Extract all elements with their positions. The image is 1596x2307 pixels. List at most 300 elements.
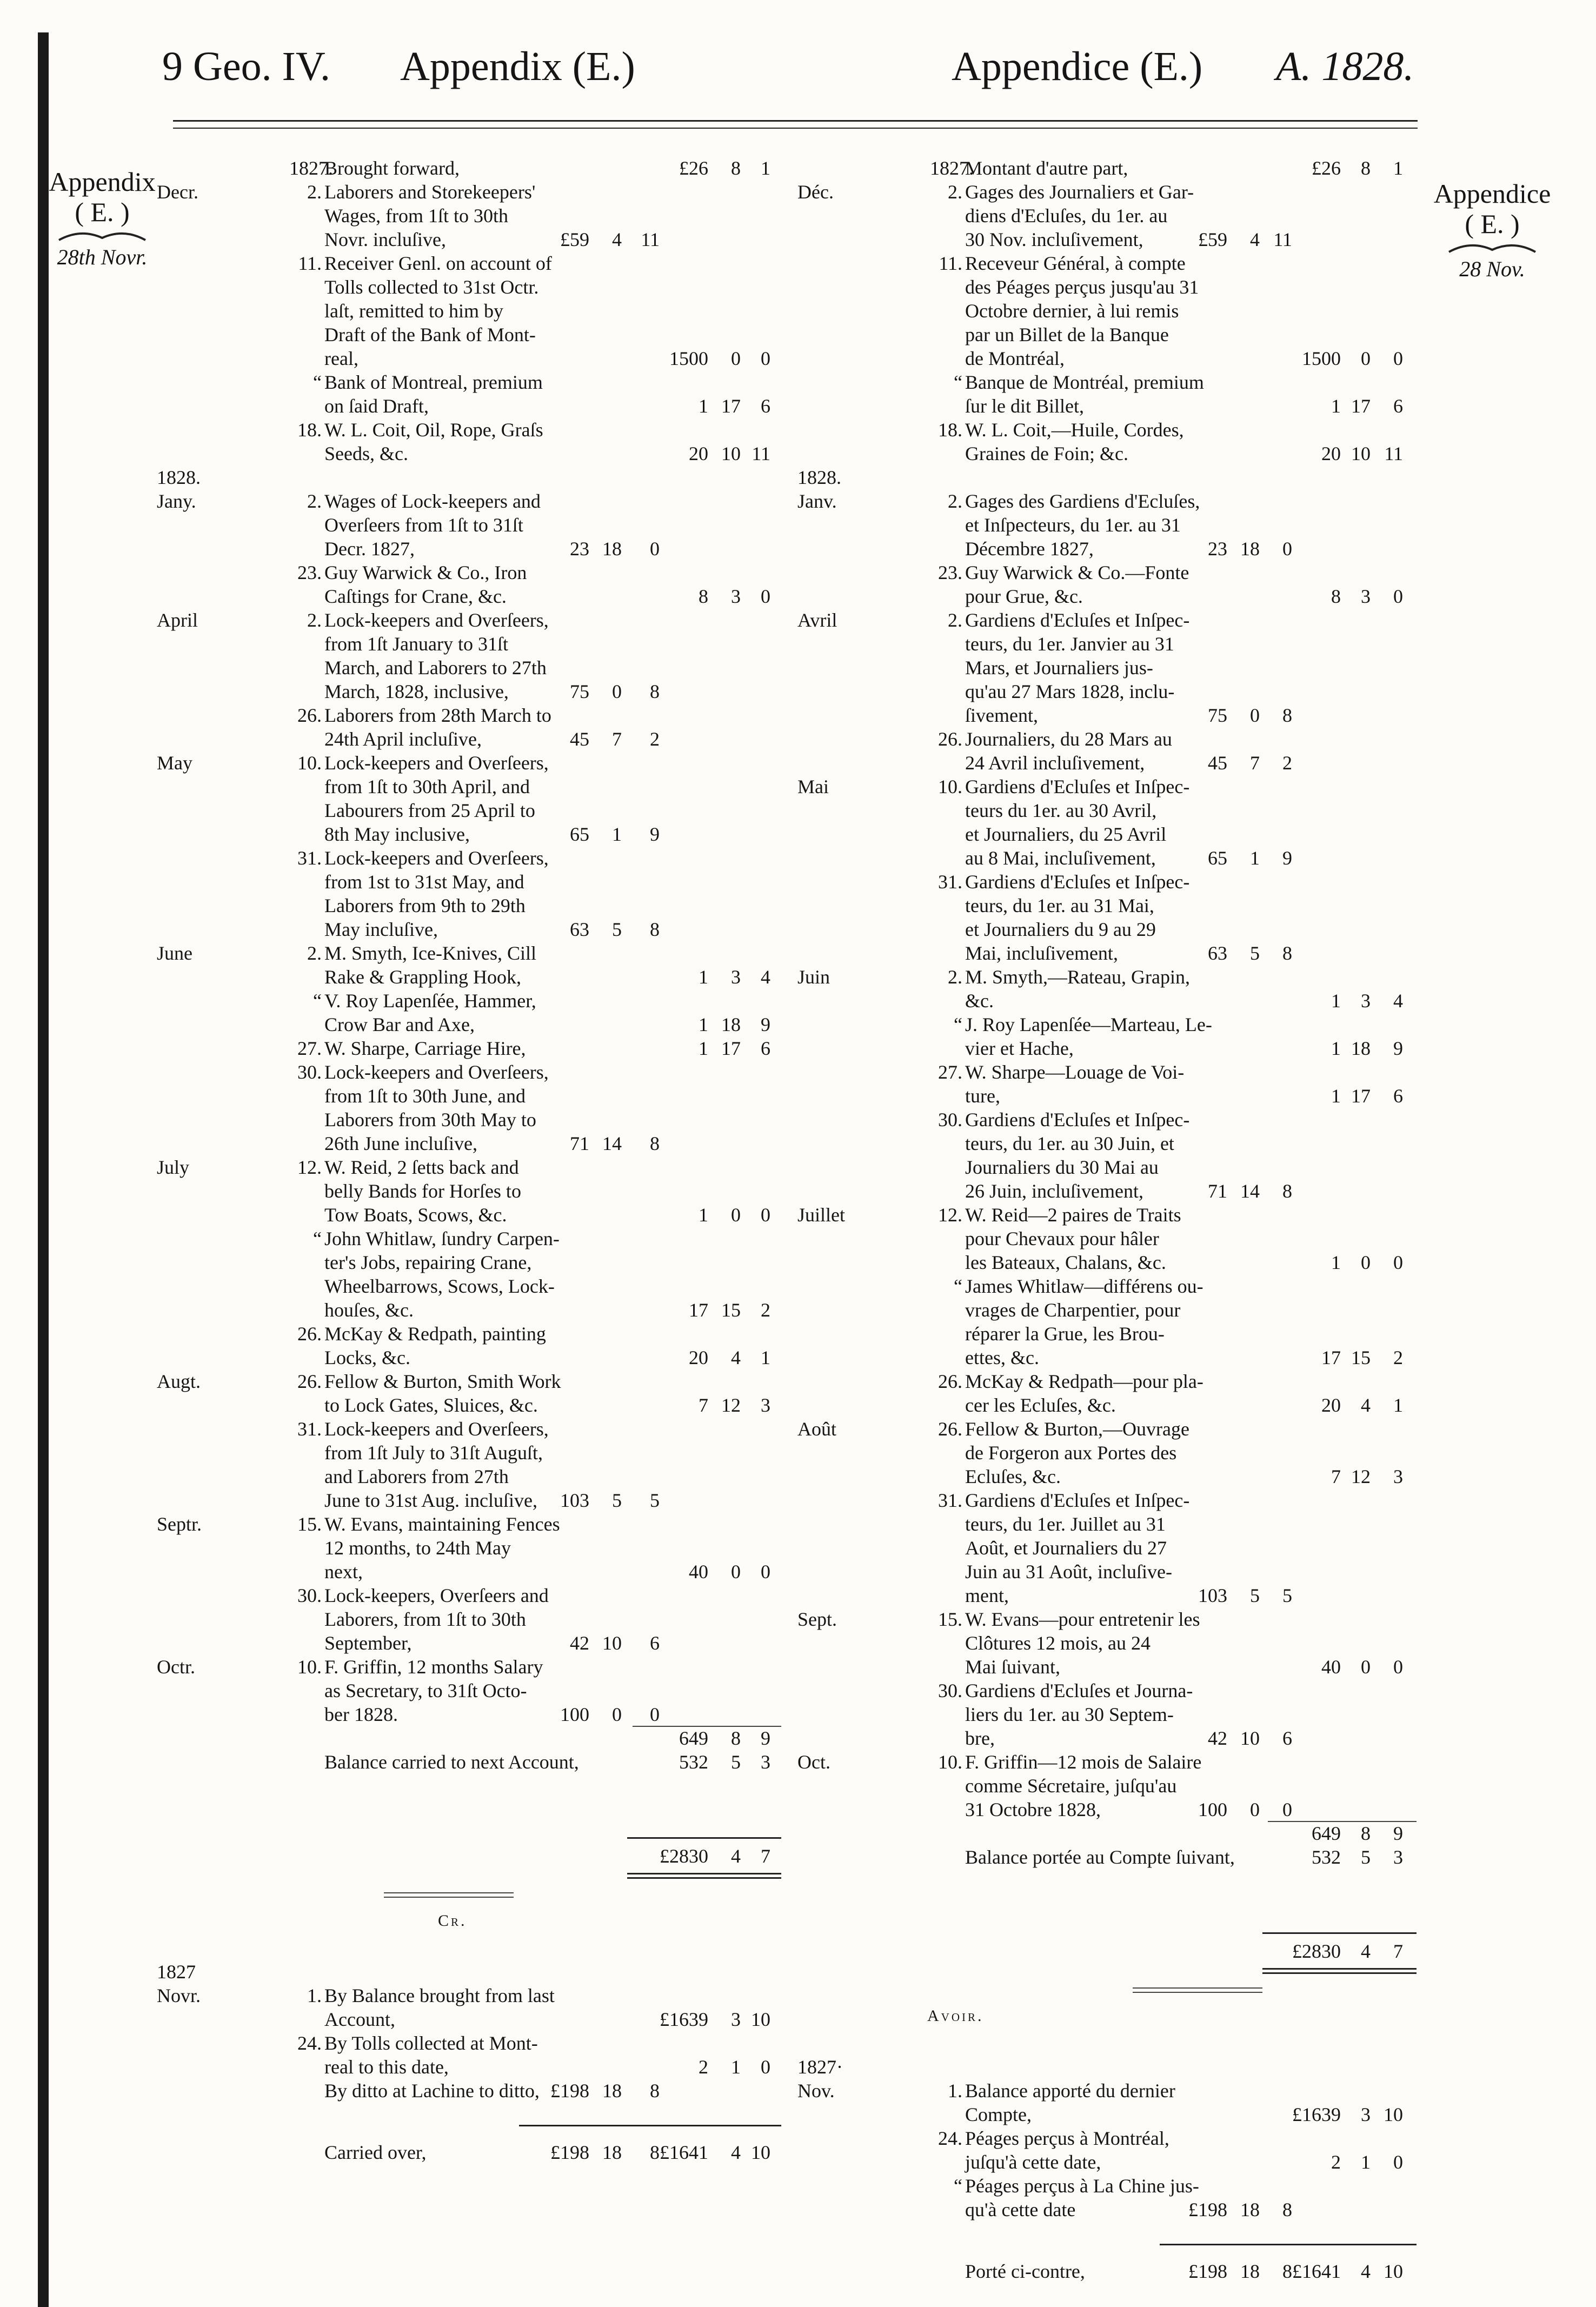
ledger-line <box>797 1418 1417 1441</box>
entry-date: Juillet <box>797 1204 845 1226</box>
ledger-line <box>797 2079 1417 2103</box>
entry-text: Caſtings for Crane, &c. <box>324 586 507 607</box>
entry-date: April <box>157 609 198 631</box>
entry-date: Jany. <box>157 490 196 512</box>
subtotal-shillings: 14 <box>602 1133 622 1154</box>
right-margin-note <box>1427 178 1557 282</box>
ledger-line <box>157 418 779 442</box>
entry-day: 31. <box>297 847 322 869</box>
amount-pence: 11 <box>1384 443 1403 464</box>
entry-day: 26. <box>938 1371 962 1392</box>
entry-date: Déc. <box>797 181 834 203</box>
subtotal-pence: 5 <box>650 1490 660 1511</box>
credit-heading: Cr. <box>438 1912 467 1930</box>
entry-text: F. Griffin, 12 months Salary <box>324 1656 543 1678</box>
entry-text: et Journaliers du 9 au 29 <box>965 919 1156 940</box>
ledger-line <box>797 1560 1417 1584</box>
ledger-line <box>797 1275 1417 1299</box>
amount-shillings: 3 <box>1361 586 1371 607</box>
amount-pounds: £1641 <box>660 2142 708 2163</box>
amount-shillings: 8 <box>1361 1823 1371 1844</box>
entry-text: Account, <box>324 2009 395 2030</box>
amount-shillings: 17 <box>721 1038 741 1059</box>
ledger-line <box>157 775 779 799</box>
entry-day: 30. <box>297 1061 322 1083</box>
subtotal-pounds: £198 <box>1188 2199 1227 2220</box>
ledger-line <box>797 1679 1417 1703</box>
amount-pounds: 7 <box>699 1394 708 1416</box>
amount-shillings: 3 <box>731 586 741 607</box>
ledger-line <box>797 1513 1417 1537</box>
ledger-line <box>157 2056 779 2079</box>
subtotal-pence: 2 <box>650 728 660 750</box>
ledger-line <box>797 585 1417 609</box>
ledger-line <box>797 537 1417 561</box>
entry-text: 30 Nov. incluſivement, <box>965 229 1143 250</box>
entry-day: “ <box>313 990 322 1012</box>
ledger-line <box>157 2008 779 2032</box>
ledger-line <box>157 1751 779 1774</box>
entry-text: Wages, from 1ſt to 30th <box>324 205 509 227</box>
amount-pounds: 1 <box>699 1038 708 1059</box>
amount-shillings: 8 <box>731 1727 741 1749</box>
ledger-line <box>797 1441 1417 1465</box>
amount-pounds: 2 <box>699 2056 708 2078</box>
entry-text: McKay & Redpath—pour pla- <box>965 1371 1203 1392</box>
entry-day: 23. <box>297 562 322 583</box>
ledger-line <box>157 252 779 276</box>
subtotal-shillings: 1 <box>1250 847 1260 869</box>
entry-text: Péages perçus à Montréal, <box>965 2128 1169 2149</box>
subtotal-shillings: 18 <box>1240 2199 1260 2220</box>
entry-text: Gardiens d'Ecluſes et Inſpec- <box>965 871 1190 893</box>
entry-text: laſt, remitted to him by <box>324 300 503 322</box>
subtotal-pounds: £198 <box>1188 2261 1227 2282</box>
entry-day: 1827. <box>289 157 333 179</box>
amount-shillings: 5 <box>1361 1846 1371 1868</box>
amount-pence: 0 <box>1393 1252 1403 1273</box>
entry-text: Compte, <box>965 2104 1032 2125</box>
amount-pounds: 8 <box>1331 586 1341 607</box>
ledger-line <box>797 1656 1417 1679</box>
entry-text: Labourers from 25 April to <box>324 800 535 821</box>
amount-shillings: 15 <box>721 1299 741 1321</box>
ledger-line <box>157 490 779 514</box>
subtotal-shillings: 18 <box>602 2142 622 2163</box>
amount-shillings: 17 <box>721 395 741 417</box>
entry-text: Mai ſuivant, <box>965 1656 1060 1678</box>
entry-text: M. Smyth,—Rateau, Grapin, <box>965 966 1190 988</box>
entry-day: 30. <box>938 1109 962 1131</box>
subtotal-shillings: 14 <box>1240 1180 1260 1202</box>
ledger-line <box>157 204 779 228</box>
margin-date: 28 Nov. <box>1459 257 1525 281</box>
ledger-line <box>797 728 1417 752</box>
subtotal-shillings: 18 <box>602 538 622 560</box>
subtotal-pence: 0 <box>650 1704 660 1725</box>
entry-text: Balance apporté du dernier <box>965 2080 1175 2102</box>
subtotal-pence: 9 <box>650 823 660 845</box>
subtotal-pence: 8 <box>1282 942 1292 964</box>
amount-pounds: 2 <box>1331 2151 1341 2173</box>
amount-pence: 6 <box>1393 395 1403 417</box>
ledger-line <box>157 609 779 633</box>
ledger-line <box>797 181 1417 204</box>
entry-text: Seeds, &c. <box>324 443 408 464</box>
entry-text: John Whitlaw, ſundry Carpen- <box>324 1228 560 1249</box>
ledger-line <box>157 894 779 918</box>
amount-shillings: 3 <box>1361 990 1371 1012</box>
subtotal-pounds: 42 <box>1208 1727 1227 1749</box>
subtotal-pounds: 63 <box>570 919 589 940</box>
entry-text: et Inſpecteurs, du 1er. au 31 <box>965 514 1181 536</box>
ledger-line <box>797 228 1417 252</box>
entry-date: Juin <box>797 966 830 988</box>
total-rule <box>1262 1932 1417 1934</box>
ledger-line <box>797 847 1417 870</box>
subtotal-pence: 5 <box>1282 1585 1292 1606</box>
ledger-line <box>157 1418 779 1441</box>
entry-text: Lock-keepers, Overſeers and <box>324 1585 549 1606</box>
ledger-line <box>157 680 779 704</box>
subtotal-shillings: 0 <box>1250 1799 1260 1820</box>
amount-shillings: 18 <box>721 1014 741 1035</box>
amount-pence: 9 <box>761 1727 770 1749</box>
ledger-line <box>157 442 779 466</box>
entry-text: Montant d'autre part, <box>965 157 1128 179</box>
entry-text: teurs, du 1er. Juillet au 31 <box>965 1513 1166 1535</box>
subtotal-pounds: 103 <box>1198 1585 1227 1606</box>
entry-text: Lock-keepers and Overſeers, <box>324 847 549 869</box>
entry-text: qu'à cette date <box>965 2199 1076 2220</box>
entry-text: diens d'Ecluſes, du 1er. au <box>965 205 1168 227</box>
ledger-line <box>157 799 779 823</box>
subtotal-pounds: 63 <box>1208 942 1227 964</box>
ledger-line <box>157 2079 779 2103</box>
entry-text: Guy Warwick & Co.—Fonte <box>965 562 1189 583</box>
entry-text: J. Roy Lapenſée—Marteau, Le- <box>965 1014 1212 1035</box>
entry-text: réparer la Grue, les Brou- <box>965 1323 1165 1345</box>
amount-pounds: 1 <box>1331 1252 1341 1273</box>
entry-text: 26th June incluſive, <box>324 1133 477 1154</box>
ledger-line <box>797 1727 1417 1751</box>
ledger-line <box>157 1584 779 1608</box>
subtotal-rule <box>633 1726 781 1727</box>
entry-date: 1827· <box>797 2056 843 2078</box>
amount-pence: 3 <box>1393 1846 1403 1868</box>
ledger-line <box>797 1703 1417 1727</box>
amount-pence: 0 <box>761 348 770 369</box>
entry-date: Decr. <box>157 181 198 203</box>
ledger-line <box>797 704 1417 728</box>
entry-day: 31. <box>938 871 962 893</box>
subtotal-pence: 0 <box>650 538 660 560</box>
amount-pence: 3 <box>1393 1466 1403 1487</box>
entry-day: 1827. <box>930 157 974 179</box>
entry-text: Gages des Journaliers et Gar- <box>965 181 1194 203</box>
entry-text: ſur le dit Billet, <box>965 395 1084 417</box>
ledger-line <box>157 942 779 966</box>
entry-day: 10. <box>938 776 962 797</box>
amount-pounds: 1 <box>1331 1038 1341 1059</box>
ledger-line <box>157 347 779 371</box>
total-rule <box>627 1837 781 1839</box>
entry-text: bre, <box>965 1727 995 1749</box>
entry-text: W. Evans—pour entretenir les <box>965 1608 1200 1630</box>
subtotal-pence: 8 <box>1282 1180 1292 1202</box>
amount-pounds: 8 <box>699 586 708 607</box>
entry-text: 31 Octobre 1828, <box>965 1799 1101 1820</box>
ledger-line <box>797 1013 1417 1037</box>
entry-day: “ <box>954 1014 962 1035</box>
subtotal-pounds: 23 <box>570 538 589 560</box>
amount-shillings: 1 <box>1361 2151 1371 2173</box>
carried-rule <box>1262 2244 1417 2245</box>
entry-text: ſivement, <box>965 704 1038 726</box>
entry-text: et Journaliers, du 25 Avril <box>965 823 1167 845</box>
entry-text: vrages de Charpentier, pour <box>965 1299 1181 1321</box>
ledger-line <box>157 1275 779 1299</box>
amount-pence: 3 <box>761 1751 770 1773</box>
amount-shillings: 15 <box>1351 1347 1371 1368</box>
entry-text: de Montréal, <box>965 348 1065 369</box>
entry-day: 15. <box>297 1513 322 1535</box>
ledger-line <box>797 1751 1417 1774</box>
entry-day: 27. <box>938 1061 962 1083</box>
amount-pounds: £1641 <box>1292 2261 1341 2282</box>
subtotal-pounds: 71 <box>1208 1180 1227 1202</box>
entry-text: Octobre dernier, à lui remis <box>965 300 1179 322</box>
entry-day: 2. <box>948 490 962 512</box>
amount-pence: 10 <box>751 2142 770 2163</box>
separator-rule <box>1133 1992 1262 1993</box>
subtotal-pence: 11 <box>641 229 660 250</box>
subtotal-pence: 8 <box>650 919 660 940</box>
subtotal-shillings: 5 <box>612 1490 622 1511</box>
subtotal-pounds: £59 <box>1198 229 1227 250</box>
amount-pounds: 40 <box>689 1561 708 1583</box>
subtotal-pence: 9 <box>1282 847 1292 869</box>
entry-text: real to this date, <box>324 2056 449 2078</box>
ledger-line <box>797 942 1417 966</box>
entry-text: to Lock Gates, Sluices, &c. <box>324 1394 538 1416</box>
entry-day: “ <box>313 371 322 393</box>
entry-text: W. Reid, 2 ſetts back and <box>324 1156 519 1178</box>
ledger-line <box>157 300 779 323</box>
amount-pence: 6 <box>761 395 770 417</box>
entry-text: Carried over, <box>324 2142 427 2163</box>
amount-pence: 2 <box>1393 1347 1403 1368</box>
subtotal-shillings: 0 <box>612 1704 622 1725</box>
entry-text: Gardiens d'Ecluſes et Inſpec- <box>965 609 1190 631</box>
entry-day: 26. <box>297 1323 322 1345</box>
ledger-line <box>797 2103 1417 2127</box>
ledger-line <box>797 989 1417 1013</box>
entry-date: Novr. <box>157 1985 201 2006</box>
entry-text: Porté ci-contre, <box>965 2261 1085 2282</box>
amount-pounds: £1639 <box>660 2009 708 2030</box>
entry-text: Decr. 1827, <box>324 538 415 560</box>
entry-text: ment, <box>965 1585 1009 1606</box>
entry-text: June to 31st Aug. incluſive, <box>324 1490 537 1511</box>
entry-text: Août, et Journaliers du 27 <box>965 1537 1167 1559</box>
entry-text: houſes, &c. <box>324 1299 414 1321</box>
ledger-line <box>157 1108 779 1132</box>
ledger-line <box>797 1940 1417 1964</box>
ledger-line <box>797 323 1417 347</box>
ledger-line <box>157 1227 779 1251</box>
subtotal-shillings: 18 <box>1240 538 1260 560</box>
entry-text: March, and Laborers to 27th <box>324 657 547 679</box>
entry-date: Janv. <box>797 490 837 512</box>
subtotal-pounds: 65 <box>570 823 589 845</box>
subtotal-shillings: 0 <box>612 681 622 702</box>
entry-text: teurs, du 1er. au 30 Juin, et <box>965 1133 1174 1154</box>
subtotal-pence: 8 <box>650 2080 660 2102</box>
ledger-line <box>797 442 1417 466</box>
ledger-line <box>797 514 1417 537</box>
entry-text: Brought forward, <box>324 157 460 179</box>
amount-pounds: 1 <box>1331 990 1341 1012</box>
entry-text: qu'au 27 Mars 1828, inclu- <box>965 681 1175 702</box>
ledger-line <box>797 1299 1417 1322</box>
entry-day: 2. <box>307 942 322 964</box>
ledger-line <box>797 656 1417 680</box>
ledger-line <box>797 1798 1417 1822</box>
ledger-line <box>797 609 1417 633</box>
entry-day: “ <box>954 2175 962 2197</box>
entry-day: 12. <box>938 1204 962 1226</box>
entry-text: Receiver Genl. on account of <box>324 252 552 274</box>
ledger-line <box>157 1370 779 1394</box>
entry-day: 11. <box>298 252 322 274</box>
subtotal-pounds: 65 <box>1208 847 1227 869</box>
entry-text: ber 1828. <box>324 1704 398 1725</box>
amount-pence: 0 <box>761 586 770 607</box>
entry-text: 24th April incluſive, <box>324 728 482 750</box>
entry-text: de Forgeron aux Portes des <box>965 1442 1177 1464</box>
amount-pounds: £26 <box>1312 157 1341 179</box>
entry-text: Gardiens d'Ecluſes et Inſpec- <box>965 776 1190 797</box>
ledger-line <box>797 966 1417 989</box>
ledger-line <box>797 1537 1417 1560</box>
ledger-line <box>157 514 779 537</box>
subtotal-shillings: 1 <box>612 823 622 845</box>
margin-appendix-letter: ( E. ) <box>75 197 130 227</box>
amount-shillings: 3 <box>1361 2104 1371 2125</box>
left-margin-note <box>45 167 159 270</box>
amount-shillings: 4 <box>1361 1940 1371 1962</box>
amount-pounds: 532 <box>679 1751 708 1773</box>
ledger-line <box>157 1960 779 1984</box>
amount-pence: 2 <box>761 1299 770 1321</box>
entry-text: Balance carried to next Account, <box>324 1751 579 1773</box>
ledger-line <box>797 1346 1417 1370</box>
entry-text: juſqu'à cette date, <box>965 2151 1101 2173</box>
ledger-line <box>157 1656 779 1679</box>
entry-text: March, 1828, inclusive, <box>324 681 509 702</box>
entry-text: Mars, et Journaliers jus- <box>965 657 1153 679</box>
entry-day: 1. <box>307 1985 322 2006</box>
amount-shillings: 0 <box>731 1204 741 1226</box>
amount-shillings: 0 <box>731 1561 741 1583</box>
entry-text: Lock-keepers and Overſeers, <box>324 1061 549 1083</box>
ledger-line <box>797 276 1417 300</box>
entry-day: 18. <box>297 419 322 441</box>
entry-date: June <box>157 942 192 964</box>
margin-date: 28th Novr. <box>57 245 148 269</box>
entry-text: &c. <box>965 990 994 1012</box>
entry-day: 15. <box>938 1608 962 1630</box>
amount-shillings: 4 <box>731 1845 741 1867</box>
ledger-line <box>157 1013 779 1037</box>
total-double-rule <box>1262 1972 1417 1974</box>
ledger-line <box>157 1322 779 1346</box>
entry-day: 30. <box>297 1585 322 1606</box>
ledger-line <box>157 2141 779 2165</box>
subtotal-pence: 0 <box>1282 538 1292 560</box>
ledger-line <box>797 1608 1417 1632</box>
ledger-line <box>797 300 1417 323</box>
amount-pence: 7 <box>761 1845 770 1867</box>
ledger-line <box>157 1299 779 1322</box>
ledger-line <box>797 466 1417 490</box>
ledger-line <box>797 1061 1417 1085</box>
ledger-line <box>157 1085 779 1108</box>
ledger-line <box>797 1204 1417 1227</box>
ledger-line <box>157 1346 779 1370</box>
entry-text: pour Chevaux pour hâler <box>965 1228 1159 1249</box>
ledger-line <box>797 2056 1417 2079</box>
subtotal-pence: 8 <box>1282 704 1292 726</box>
subtotal-pounds: 100 <box>560 1704 589 1725</box>
english-account-column <box>157 157 779 2265</box>
entry-text: Ecluſes, &c. <box>965 1466 1061 1487</box>
entry-date: 1827 <box>157 1961 196 1983</box>
entry-text: ter's Jobs, repairing Crane, <box>324 1252 532 1273</box>
entry-text: and Laborers from 27th <box>324 1466 509 1487</box>
ledger-line <box>797 1632 1417 1656</box>
entry-date: Mai <box>797 776 829 797</box>
ledger-line <box>157 323 779 347</box>
ledger-line <box>157 1845 779 1869</box>
ledger-line <box>797 633 1417 656</box>
margin-appendice-letter: ( E. ) <box>1465 209 1520 239</box>
separator-rule <box>384 1892 514 1893</box>
carried-rule <box>627 2125 781 2126</box>
entry-date: July <box>157 1156 190 1178</box>
amount-shillings: 17 <box>1351 1085 1371 1107</box>
entry-text: Guy Warwick & Co., Iron <box>324 562 527 583</box>
entry-text: Fellow & Burton, Smith Work <box>324 1371 561 1392</box>
amount-pence: 0 <box>761 1204 770 1226</box>
ledger-line <box>797 1822 1417 1846</box>
amount-pounds: 1 <box>699 966 708 988</box>
entry-text: vier et Hache, <box>965 1038 1074 1059</box>
entry-text: as Secretary, to 31ſt Octo- <box>324 1680 527 1701</box>
ledger-line <box>157 870 779 894</box>
ledger-line <box>797 1132 1417 1156</box>
subtotal-shillings: 0 <box>1250 704 1260 726</box>
entry-day: 2. <box>948 966 962 988</box>
amount-shillings: 0 <box>1361 348 1371 369</box>
entry-day: 18. <box>938 419 962 441</box>
subtotal-shillings: 5 <box>1250 1585 1260 1606</box>
ledger-line <box>797 2260 1417 2284</box>
entry-text: Crow Bar and Axe, <box>324 1014 475 1035</box>
amount-pounds: 1500 <box>1302 348 1341 369</box>
amount-pounds: 20 <box>689 1347 708 1368</box>
